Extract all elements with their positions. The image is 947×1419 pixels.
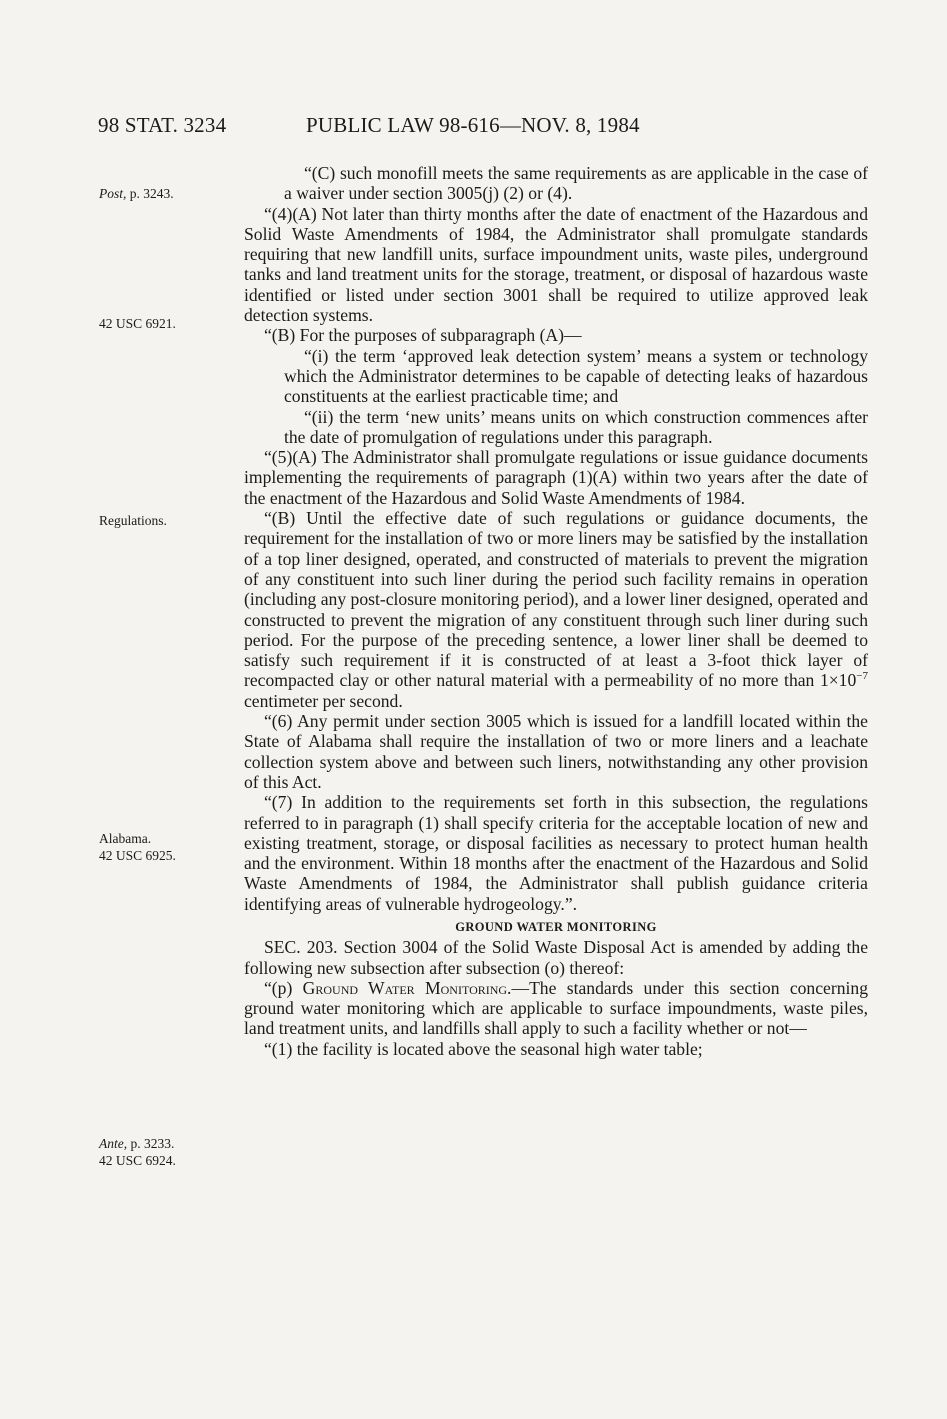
clause-i: “(i) the term ‘approved leak detection system’ means a system or technology which the Administrator determines to be capable of detecting leaks of hazardous constituents at the earliest practicable time; and [284, 345, 868, 407]
paragraph-5-b-text: “(B) Until the effective date of such regulations or guidance documents, the requirement for the installation of two or more liners may be satisfied by the installation of a top liner designed, operated, and constructed of materials to prevent the migration of any constituent into such liner during the period such facility remains in operation (including any post-closure monitoring period), and a lower liner designed, operated and constructed to prevent the migration of any constituent through such liner during such period. For the purpose of the preceding sentence, a lower liner shall be deemed to satisfy such requirement if it is constructed of at least a 3-foot thick layer of recompacted clay or other natural material with a permeability of no more than 1×10 [244, 508, 868, 691]
margin-note-text: p. 3233. [127, 1136, 175, 1151]
clause-ii: “(ii) the term ‘new units’ means units on which construction commences after the date of promulgation of regulations under this paragraph. [284, 406, 868, 447]
margin-note-post [99, 184, 239, 204]
section-heading: GROUND WATER MONITORING [455, 919, 657, 934]
paragraph-4-a: “(4)(A) Not later than thirty months after the date of enactment of the Hazardous and Solid Waste Amendments of 1984, the Administrator shall promulgate standards requiring that new landfill units, surface impoundment units, waste piles, underground tanks and land treatment units for the storage, treatment, or disposal of hazardous waste identified or listed under section 3001 shall be required to utilize approved leak detection systems. [244, 203, 868, 326]
subsection-p-text: —The standards under this section concerning ground water monitoring which are applicable to surface impoundments, waste piles, land treatment units, and landfills shall apply to such a facility whether or not— [244, 977, 868, 1039]
margin-note-italic: Ante, [99, 1136, 128, 1151]
paragraph-5-b-end: centimeter per second. [244, 690, 403, 711]
margin-note-42usc6924: 42 USC 6924. [99, 1153, 176, 1168]
margin-note-alabama: Alabama. [99, 831, 152, 846]
subsection-p-heading: Ground Water Monitoring. [302, 977, 512, 998]
paragraph-1: “(1) the facility is located above the seasonal high water table; [264, 1038, 703, 1059]
statute-page-number: 98 STAT. 3234 [98, 113, 227, 137]
subsection-p-lead: “(p) [264, 977, 303, 998]
public-law-title: PUBLIC LAW 98-616—NOV. 8, 1984 [306, 113, 640, 137]
paragraph-4-c-monofill: “(C) such monofill meets the same requirements as are applicable in the case of a waiver under section 3005(j) (2) or (4). [284, 163, 868, 204]
exponent: −7 [856, 670, 868, 683]
paragraph-5-a: “(5)(A) The Administrator shall promulgate regulations or issue guidance documents implementing the requirements of paragraph (1)(A) within two years after the date of the enactment of the Hazardous and Solid Waste Amendments of 1984. [244, 447, 868, 508]
paragraph-6: “(6) Any permit under section 3005 which is issued for a landfill located within the State of Alabama shall require the installation of two or more liners and a leachate collection system above and between such liners, notwithstanding any other provision of this Act. [244, 711, 868, 792]
section-203: SEC. 203. Section 3004 of the Solid Waste Disposal Act is amended by adding the following new subsection after subsection (o) thereof: [244, 937, 868, 978]
margin-note-42usc6925: 42 USC 6925. [99, 848, 176, 863]
margin-note-42usc6921: 42 USC 6921. [99, 316, 176, 331]
statute-body [244, 163, 868, 1059]
paragraph-4-b: “(B) For the purposes of subparagraph (A)— [264, 325, 582, 346]
subsection-p [244, 978, 868, 1039]
page-header [98, 113, 868, 143]
margin-note-italic: Post, [99, 186, 127, 201]
paragraph-7: “(7) In addition to the requirements set forth in this subsection, the regulations referred to in paragraph (1) shall specify criteria for the acceptable location of new and existing treatment, storage, or disposal facilities as necessary to protect human health and the environment. Within 18 months after the enactment of the Hazardous and Solid Waste Amendments of 1984, the Administrator shall publish guidance criteria identifying areas of vulnerable hydrogeology.”. [244, 792, 868, 914]
margin-note-regulations: Regulations. [99, 513, 167, 528]
paragraph-5-b [244, 508, 868, 711]
margin-note-text: p. 3243. [126, 186, 174, 201]
